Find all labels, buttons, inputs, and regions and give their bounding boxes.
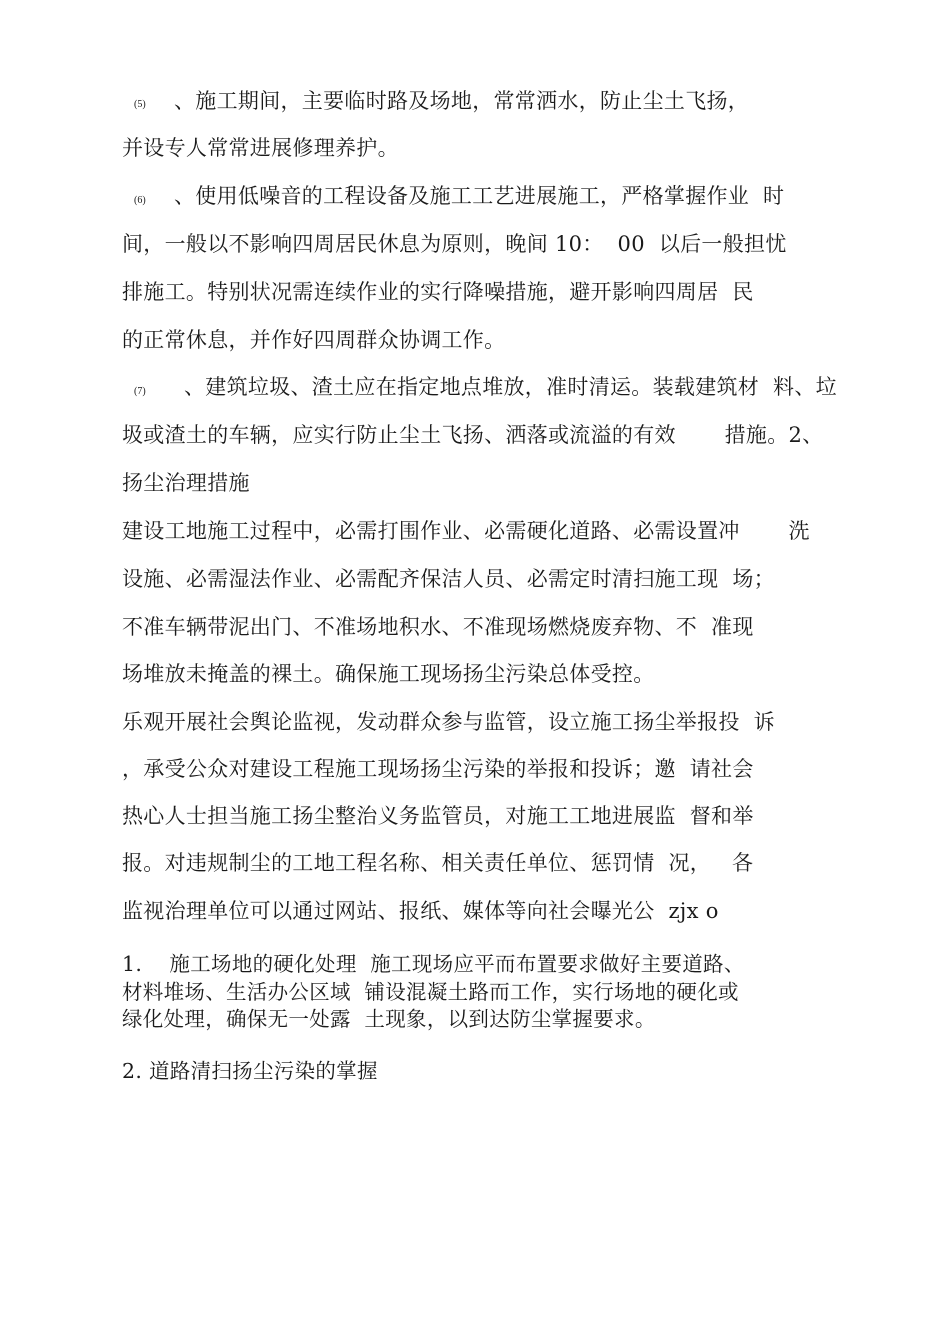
item-6-line-3: 排施工。特别状况需连续作业的实行降噪措施，避开影响四周居 民 [122, 280, 754, 304]
item-7-line-1: 、建筑垃圾、渣土应在指定地点堆放，准时清运。装载建筑材 料、垃 [184, 375, 837, 399]
item-7-line-3: 扬尘治理措施 [122, 471, 250, 495]
item-6-line-1: 、使用低噪音的工程设备及施工工艺进展施工，严格掌握作业 时 [174, 184, 785, 208]
para1-line-4: 场堆放未掩盖的裸土。确保施工现场扬尘污染总体受控。 [122, 662, 655, 686]
para1-line-2: 设施、必需湿法作业、必需配齐保洁人员、必需定时清扫施工现 场； [122, 567, 775, 591]
para1-line-1: 建设工地施工过程中，必需打围作业、必需硬化道路、必需设置冲 洗 [122, 519, 810, 543]
para2-line-4: 报。对违规制尘的工地工程名称、相关责任单位、惩罚情 况， 各 [122, 851, 754, 875]
item-7-line-2: 圾或渣土的车辆，应实行防止尘土飞扬、洒落或流溢的有效 措施。2、 [122, 423, 824, 447]
item-6-line-2: 间，一般以不影响四周居民休息为原则，晚间 10： 00 以后一般担忧 [122, 232, 787, 256]
section1-line-2: 材料堆场、生活办公区域 铺设混凝土路而工作，实行场地的硬化或 [122, 980, 739, 1004]
item-marker-5: (5) [134, 99, 146, 110]
section1-line-3: 绿化处理，确保无一处露 土现象，以到达防尘掌握要求。 [122, 1007, 656, 1031]
item-6-line-4: 的正常休息，并作好四周群众协调工作。 [122, 328, 506, 352]
para1-line-3: 不准车辆带泥出门、不准场地积水、不准现场燃烧废弃物、不 准现 [122, 615, 754, 639]
para2-line-3: 热心人士担当施工扬尘整治义务监管员，对施工工地进展监 督和举 [122, 804, 754, 828]
para2-line-5: 监视治理单位可以通过网站、报纸、媒体等向社会曝光公 zjx o [122, 899, 719, 923]
item-marker-6: (6) [134, 195, 146, 206]
section2-heading: 2. 道路清扫扬尘污染的掌握 [122, 1059, 378, 1083]
item-marker-7: (7) [134, 386, 146, 397]
item-5-line-2: 并设专人常常进展修理养护。 [122, 136, 399, 160]
para2-line-2: ，承受公众对建设工程施工现场扬尘污染的举报和投诉；邀 请社会 [122, 757, 754, 781]
item-5-line-1: 、施工期间，主要临时路及场地，常常洒水，防止尘土飞扬， [174, 89, 750, 113]
section1-line-1: 1. 施工场地的硬化处理 施工现场应平而布置要求做好主要道路、 [122, 952, 745, 976]
para2-line-1: 乐观开展社会舆论监视，发动群众参与监管，设立施工扬尘举报投 诉 [122, 710, 775, 734]
